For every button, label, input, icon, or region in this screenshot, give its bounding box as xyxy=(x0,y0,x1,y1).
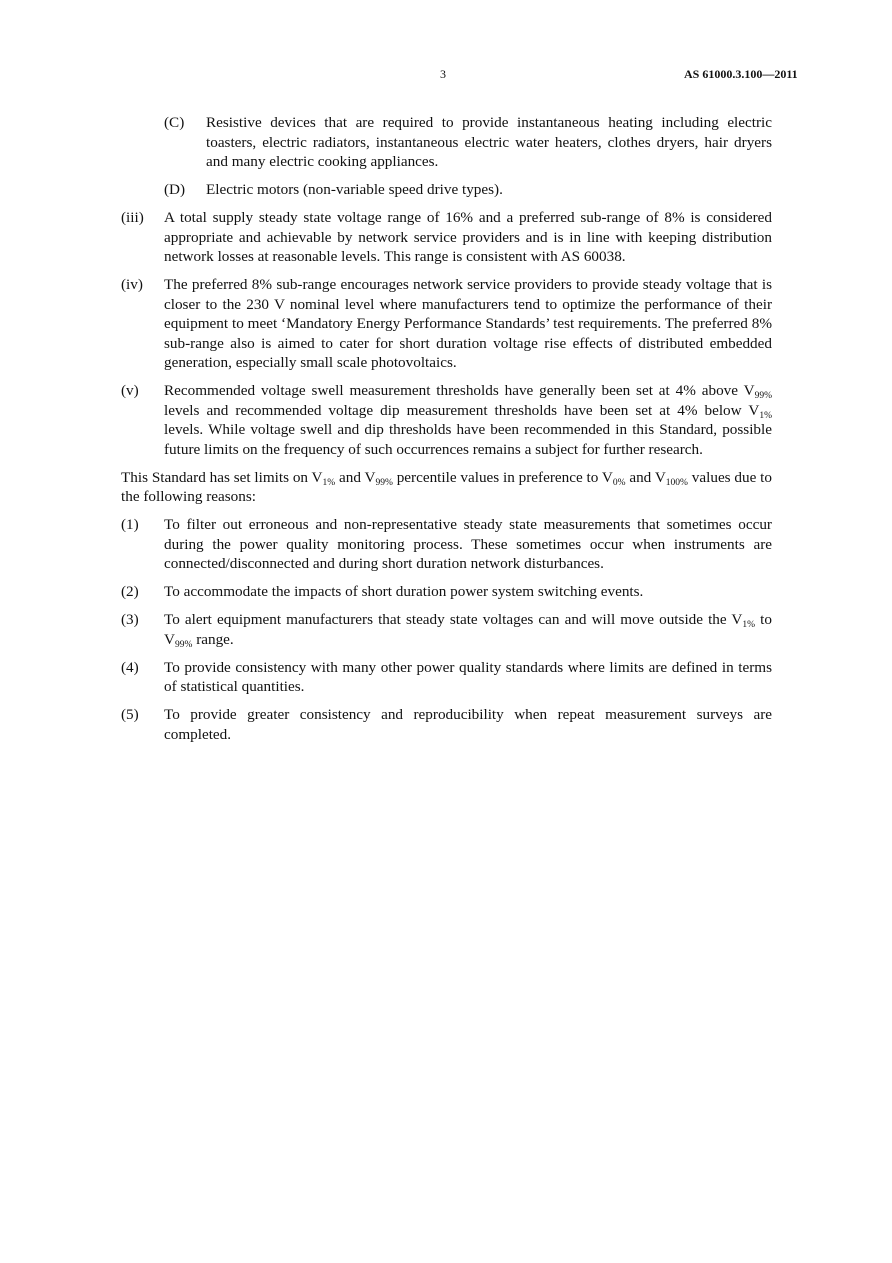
list-item-text: A total supply steady state voltage range of 16% and a preferred sub-range of 8% is considered appropriate and achievable by network service providers and is in line with keeping distribution network losses at reasonable levels. This range is consistent with AS 60038. xyxy=(164,209,772,265)
list-item-label: (iv) xyxy=(121,276,143,293)
list-item-label: (C) xyxy=(164,114,185,131)
text-run: percentile values in preference to V xyxy=(392,468,613,486)
list-item xyxy=(121,658,772,697)
intro-paragraph xyxy=(121,468,772,507)
standard-id: AS 61000.3.100—2011 xyxy=(684,67,798,81)
page-number: 3 xyxy=(440,67,446,81)
list-item-label: (2) xyxy=(121,583,139,600)
list-item xyxy=(121,180,772,200)
list-item-text: Electric motors (non-variable speed drive types). xyxy=(206,181,503,198)
list-item xyxy=(121,275,772,373)
text-run: levels and recommended voltage dip measurement thresholds have been set at 4% below V xyxy=(164,401,760,419)
subscript: 99% xyxy=(754,391,772,401)
text-run: This Standard has set limits on V xyxy=(121,468,323,486)
subscript: 1% xyxy=(322,477,336,488)
list-item-text: To accommodate the impacts of short duration power system switching events. xyxy=(164,583,644,600)
subscript: 100% xyxy=(665,477,688,488)
list-item-label: (5) xyxy=(121,706,139,723)
text-run: To alert equipment manufacturers that steady state voltages can and will move outside the V xyxy=(164,611,743,628)
subscript: 99% xyxy=(174,639,193,650)
list-item-text xyxy=(164,382,772,458)
list-item-text: To provide consistency with many other power quality standards where limits are defined in terms of statistical quantities. xyxy=(164,658,772,695)
list-item-text: To provide greater consistency and reproducibility when repeat measurement surveys are completed. xyxy=(164,706,772,743)
text-run: levels. While voltage swell and dip thresholds have been recommended in this Standard, possible future limits on the frequency of such occurrences remains a subject for further research. xyxy=(164,421,772,458)
text-run: range. xyxy=(192,630,234,648)
text-run: and V xyxy=(625,468,666,486)
list-item xyxy=(121,610,772,649)
list-item xyxy=(121,381,772,459)
list-item-label: (3) xyxy=(121,611,139,628)
text-run: values due to the following reasons: xyxy=(121,468,772,505)
list-item-text: To filter out erroneous and non-representative steady state measurements that sometimes occur during the power quality monitoring process. These sometimes occur when instruments are connected/disconnected and during short duration network disturbances. xyxy=(164,516,772,572)
list-item xyxy=(121,208,772,267)
list-item-label: (1) xyxy=(121,516,139,533)
subscript: 99% xyxy=(375,477,393,488)
list-item-label: (4) xyxy=(121,658,139,676)
list-item-text: Resistive devices that are required to provide instantaneous heating including electric toasters, electric radiators, instantaneous electric water heaters, clothes dryers, hair dryers and many electric cooking appliances. xyxy=(206,114,772,170)
list-item-label: (iii) xyxy=(121,209,144,226)
text-run: to V xyxy=(164,611,772,648)
list-item xyxy=(121,705,772,744)
list-item xyxy=(121,113,772,172)
text-run: and V xyxy=(335,468,376,486)
document-body xyxy=(121,113,772,753)
list-item-text: The preferred 8% sub-range encourages network service providers to provide steady voltage that is closer to the 230 V nominal level where manufacturers tend to optimize the performance of their equipment to meet ‘Mandatory Energy Performance Standards’ test requirements. The preferred 8% sub-range also is aimed to cater for short duration voltage rise effects of distributed embedded generation, especially small scale photovoltaics. xyxy=(164,276,772,371)
list-item-label: (v) xyxy=(121,382,139,399)
subscript: 0% xyxy=(612,477,626,488)
list-item-text xyxy=(164,611,772,648)
list-item-label: (D) xyxy=(164,181,186,198)
subscript: 1% xyxy=(742,620,756,630)
text-run: Recommended voltage swell measurement thresholds have generally been set at 4% above V xyxy=(164,382,755,399)
list-item xyxy=(121,515,772,574)
list-item xyxy=(121,582,772,602)
subscript: 1% xyxy=(759,410,772,421)
